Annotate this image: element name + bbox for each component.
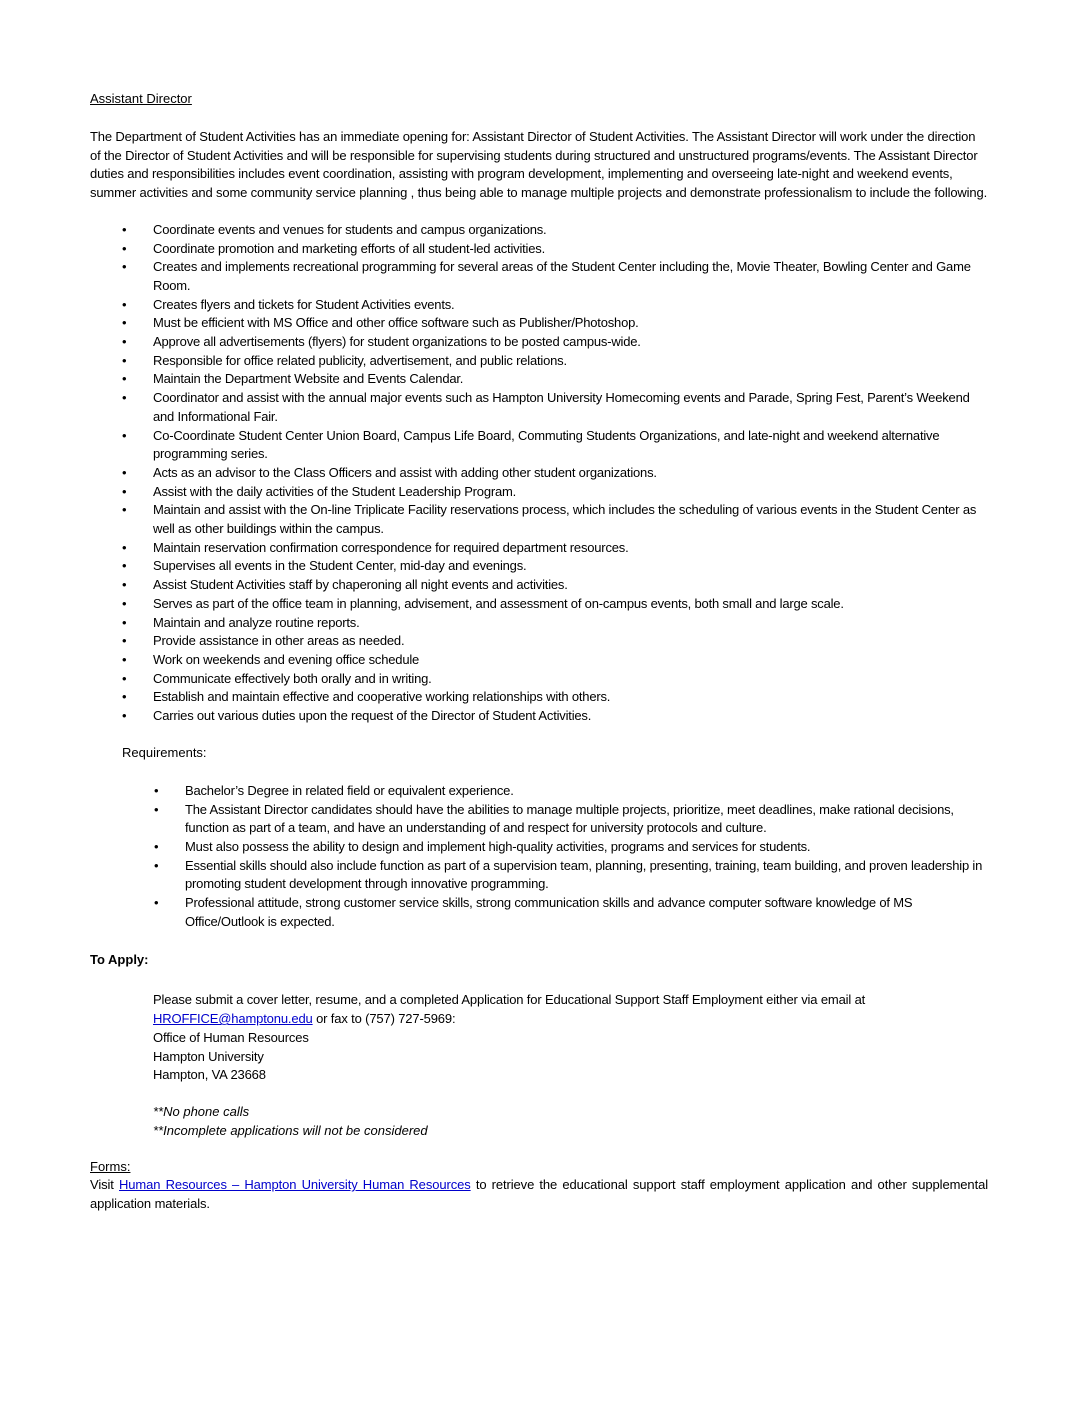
bullet-icon: • [122, 334, 127, 350]
list-item-text: Assist Student Activities staff by chaperoning all night events and activities. [153, 577, 568, 593]
list-item [90, 464, 988, 483]
forms-paragraph [90, 1176, 988, 1213]
list-item-text: Maintain reservation confirmation correspondence for required department resources. [153, 539, 629, 555]
address-line: Hampton, VA 23668 [153, 1067, 266, 1083]
note-no-phone: **No phone calls [153, 1103, 250, 1119]
bullet-icon: • [122, 240, 127, 256]
bullet-icon: • [122, 315, 127, 331]
list-item-text: Coordinate promotion and marketing efforts of all student-led activities. [153, 240, 545, 256]
list-item-text: Coordinate events and venues for students and campus organizations. [153, 221, 547, 237]
forms-heading: Forms: [90, 1159, 131, 1175]
list-item-text: Professional attitude, strong customer service skills, strong communication skills and advance computer software knowledge of MS Office/Outlook is expected. [185, 895, 913, 929]
bullet-icon: • [122, 595, 127, 611]
bullet-icon: • [122, 221, 127, 237]
list-item-text: Creates and implements recreational programming for several areas of the Student Center including the, Movie Theater, Bowling Center and Game Room. [153, 259, 971, 293]
list-item [90, 483, 988, 502]
list-item-text: Bachelor’s Degree in related field or equivalent experience. [185, 782, 514, 798]
bullet-icon: • [122, 259, 127, 275]
list-item [90, 539, 988, 558]
list-item-text: Approve all advertisements (flyers) for student organizations to be posted campus-wide. [153, 334, 641, 350]
requirements-heading: Requirements: [122, 744, 207, 760]
bullet-icon: • [122, 651, 127, 667]
bullet-icon: • [122, 390, 127, 406]
list-item-text: Creates flyers and tickets for Student Activities events. [153, 296, 455, 312]
list-item [90, 258, 988, 295]
bullet-icon: • [122, 539, 127, 555]
apply-notes [90, 1103, 988, 1140]
list-item [90, 595, 988, 614]
bullet-icon: • [122, 558, 127, 574]
list-item-text: Essential skills should also include function as part of a supervision team, planning, presenting, training, team building, and proven leadership in promoting student development through innovative programming. [185, 857, 983, 892]
bullet-icon: • [122, 633, 127, 649]
fax-text: or fax to (757) 727-5969: [312, 1011, 456, 1027]
list-item [90, 614, 988, 633]
list-item [90, 240, 988, 259]
requirements-list [90, 782, 988, 932]
visit-text: Visit [90, 1177, 120, 1193]
bullet-icon: • [154, 838, 159, 854]
list-item-text: The Assistant Director candidates should have the abilities to manage multiple projects, prioritize, meet deadlines, make rational decisions, function as part of a team, and have an understanding of and respect for university protocols and culture. [185, 801, 954, 836]
list-item-text: Maintain and analyze routine reports. [153, 614, 360, 630]
list-item [90, 557, 988, 576]
list-item [90, 894, 988, 931]
list-item-text: Acts as an advisor to the Class Officers and assist with adding other student organizations. [153, 464, 657, 480]
address-line: Hampton University [153, 1048, 264, 1064]
bullet-icon: • [122, 464, 127, 480]
list-item [90, 670, 988, 689]
intro-paragraph: The Department of Student Activities has an immediate opening for: Assistant Director of Student Activities. The Assistant Director will work under the direction of the Director of Student Activities and will be responsible for supervising students during structured and unstructured programs/events. The Assistant Director duties and responsibilities includes event coordination, assisting with program development, implementing and overseeing late-night and weekend events, summer activities and some community service planning , thus being able to manage multiple projects and demonstrate professionalism to include the following. [90, 129, 988, 201]
list-item-text: Establish and maintain effective and cooperative working relationships with others. [153, 689, 611, 705]
list-item-text: Communicate effectively both orally and in writing. [153, 670, 432, 686]
list-item [90, 296, 988, 315]
list-item [90, 221, 988, 240]
list-item-text: Provide assistance in other areas as needed. [153, 633, 405, 649]
list-item [90, 632, 988, 651]
bullet-icon: • [122, 577, 127, 593]
note-incomplete: **Incomplete applications will not be considered [153, 1122, 428, 1138]
bullet-icon: • [154, 801, 159, 817]
document-title: Assistant Director [90, 91, 192, 106]
forms-text: to retrieve the educational support staff employment application and other supplemental application materials. [90, 1177, 988, 1212]
list-item-text: Carries out various duties upon the request of the Director of Student Activities. [153, 708, 592, 724]
list-item-text: Supervises all events in the Student Center, mid-day and evenings. [153, 558, 527, 574]
bullet-icon: • [122, 670, 127, 686]
bullet-icon: • [122, 502, 127, 518]
list-item [90, 314, 988, 333]
list-item [90, 651, 988, 670]
list-item [90, 857, 988, 894]
list-item [90, 352, 988, 371]
list-item-text: Coordinator and assist with the annual major events such as Hampton University Homecoming events and Parade, Spring Fest, Parent’s Weekend and Informational Fair. [153, 390, 970, 424]
apply-text: Please submit a cover letter, resume, and a completed Application for Educational Support Staff Employment either via email at [153, 992, 866, 1008]
bullet-icon: • [122, 371, 127, 387]
list-item [90, 389, 988, 426]
apply-heading: To Apply: [90, 952, 149, 968]
list-item-text: Must be efficient with MS Office and other office software such as Publisher/Photoshop. [153, 315, 639, 331]
bullet-icon: • [122, 708, 127, 724]
list-item [90, 782, 988, 801]
list-item-text: Maintain the Department Website and Events Calendar. [153, 371, 464, 387]
hr-website-link[interactable]: Human Resources – Hampton University Human Resources [119, 1177, 471, 1193]
bullet-icon: • [122, 352, 127, 368]
bullet-icon: • [122, 296, 127, 312]
address-line: Office of Human Resources [153, 1029, 309, 1045]
list-item [90, 838, 988, 857]
list-item [90, 576, 988, 595]
list-item [90, 688, 988, 707]
list-item [90, 501, 988, 538]
bullet-icon: • [154, 782, 159, 798]
list-item-text: Maintain and assist with the On-line Triplicate Facility reservations process, which includes the scheduling of various events in the Student Center as well as other buildings within the campus. [153, 502, 977, 537]
bullet-icon: • [122, 614, 127, 630]
list-item-text: Assist with the daily activities of the Student Leadership Program. [153, 483, 517, 499]
list-item [90, 707, 988, 726]
list-item [90, 333, 988, 352]
email-link[interactable]: HROFFICE@hamptonu.edu [153, 1011, 313, 1027]
bullet-icon: • [122, 483, 127, 499]
bullet-icon: • [154, 857, 159, 873]
apply-instructions [90, 991, 988, 1085]
duties-list [90, 221, 988, 726]
list-item-text: Must also possess the ability to design and implement high-quality activities, programs and services for students. [185, 838, 811, 854]
list-item-text: Co-Coordinate Student Center Union Board, Campus Life Board, Commuting Students Organizations, and late-night and weekend alternative programming series. [153, 427, 940, 462]
list-item [90, 427, 988, 464]
job-posting-page [90, 90, 988, 1214]
list-item-text: Serves as part of the office team in planning, advisement, and assessment of on-campus events, both small and large scale. [153, 595, 844, 611]
bullet-icon: • [122, 427, 127, 443]
list-item [90, 801, 988, 838]
list-item-text: Work on weekends and evening office schedule [153, 651, 420, 667]
list-item-text: Responsible for office related publicity, advertisement, and public relations. [153, 352, 567, 368]
list-item [90, 370, 988, 389]
bullet-icon: • [154, 895, 159, 911]
bullet-icon: • [122, 689, 127, 705]
